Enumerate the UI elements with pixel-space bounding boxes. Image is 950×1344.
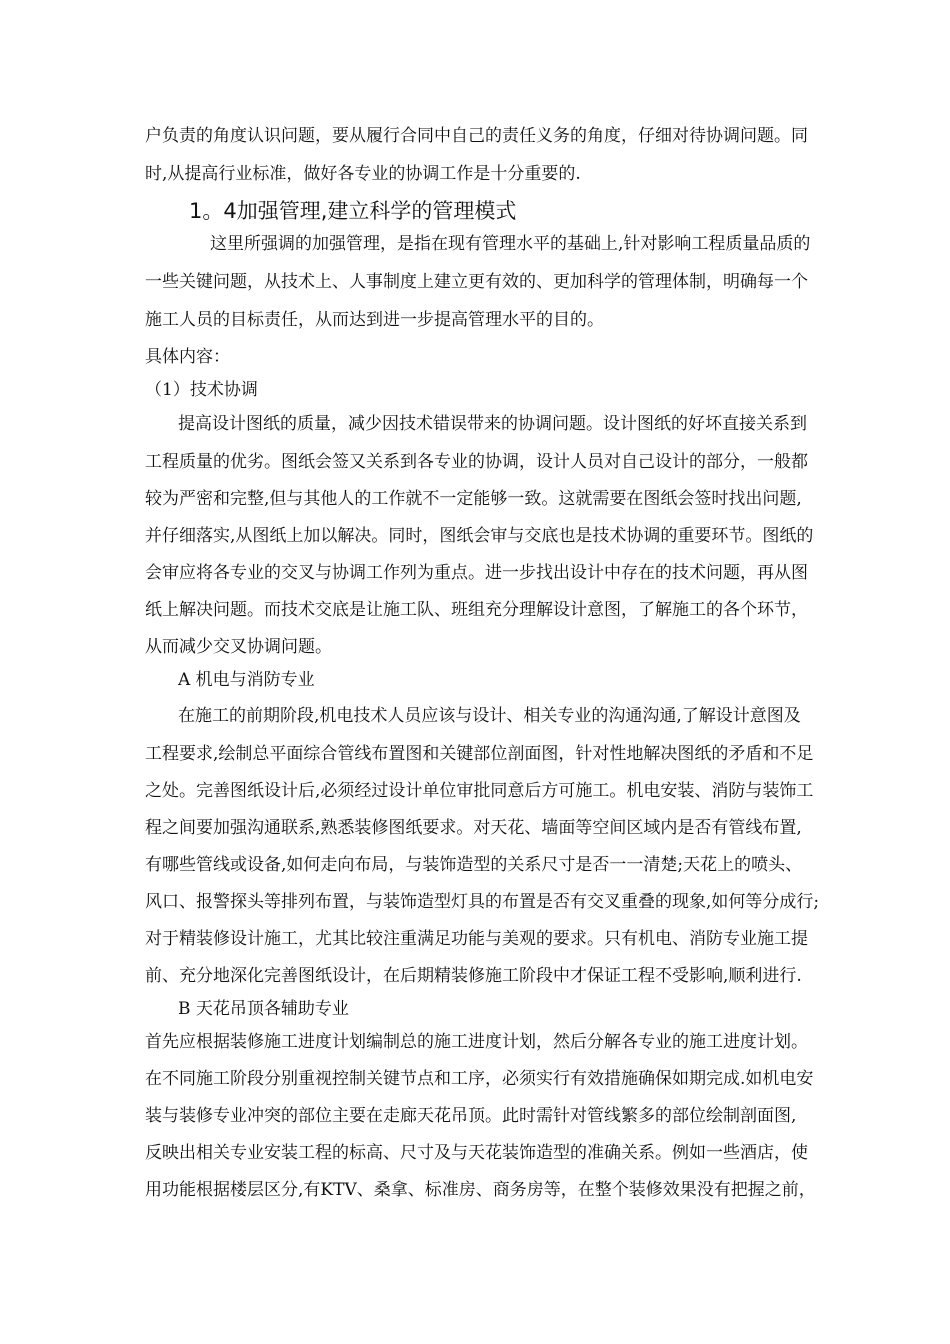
- section-heading: 1。4加强管理,建立科学的管理模式: [189, 199, 517, 223]
- paragraph-line: 反映出相关专业安装工程的标高、尺寸及与天花装饰造型的准确关系。例如一些酒店，使: [145, 1143, 808, 1163]
- paragraph-line: 工程质量的优劣。图纸会签又关系到各专业的协调，设计人员对自己设计的部分，一般都: [145, 452, 808, 472]
- subsection-title: （1）技术协调: [145, 380, 258, 400]
- paragraph-line: 会审应将各专业的交叉与协调工作列为重点。进一步找出设计中存在的技术问题，再从图: [145, 563, 808, 583]
- paragraph-line: 装与装修专业冲突的部位主要在走廊天花吊顶。此时需针对管线繁多的部位绘制剖面图,: [145, 1106, 797, 1126]
- paragraph-line: 从而减少交叉协调问题。: [145, 637, 332, 657]
- paragraph-line: 首先应根据装修施工进度计划编制总的施工进度计划，然后分解各专业的施工进度计划。: [145, 1032, 808, 1052]
- paragraph-line: 户负责的角度认识问题，要从履行合同中自己的责任义务的角度，仔细对待协调问题。同: [145, 126, 808, 146]
- paragraph-line: 提高设计图纸的质量，减少因技术错误带来的协调问题。设计图纸的好坏直接关系到: [178, 414, 807, 434]
- paragraph-line: 施工人员的目标责任，从而达到进一步提高管理水平的目的。: [145, 310, 604, 330]
- item-title: B 天花吊顶各辅助专业: [178, 999, 349, 1019]
- content-label: 具体内容：: [145, 347, 230, 367]
- paragraph-line: 一些关键问题，从技术上、人事制度上建立更有效的、更加科学的管理体制，明确每一个: [145, 272, 808, 292]
- paragraph-line: 纸上解决问题。而技术交底是让施工队、班组充分理解设计意图，了解施工的各个环节，: [145, 600, 808, 620]
- paragraph-line: 并仔细落实,从图纸上加以解决。同时，图纸会审与交底也是技术协调的重要环节。图纸的: [145, 526, 814, 546]
- paragraph-line: 工程要求,绘制总平面综合管线布置图和关键部位剖面图，针对性地解决图纸的矛盾和不足: [145, 744, 814, 764]
- paragraph-line: 之处。完善图纸设计后,必须经过设计单位审批同意后方可施工。机电安装、消防与装饰工: [145, 781, 814, 801]
- paragraph-line: 程之间要加强沟通联系,熟悉装修图纸要求。对天花、墙面等空间区域内是否有管线布置,: [145, 818, 802, 838]
- item-title: A 机电与消防专业: [178, 670, 315, 690]
- paragraph-line: 用功能根据楼层区分,有KTV、桑拿、标准房、商务房等，在整个装修效果没有把握之前，: [145, 1180, 816, 1200]
- paragraph-line: 前、充分地深化完善图纸设计，在后期精装修施工阶段中才保证工程不受影响,顺利进行.: [145, 966, 802, 986]
- paragraph-line: 较为严密和完整,但与其他人的工作就不一定能够一致。这就需要在图纸会签时找出问题,: [145, 489, 802, 509]
- paragraph-line: 这里所强调的加强管理，是指在现有管理水平的基础上,针对影响工程质量品质的: [210, 234, 811, 254]
- paragraph-line: 有哪些管线或设备,如何走向布局，与装饰造型的关系尺寸是否一一清楚;天花上的喷头、: [145, 855, 803, 875]
- paragraph-line: 时,从提高行业标准，做好各专业的协调工作是十分重要的.: [145, 164, 581, 184]
- paragraph-line: 在不同施工阶段分别重视控制关键节点和工序，必须实行有效措施确保如期完成.如机电安: [145, 1069, 814, 1089]
- paragraph-line: 对于精装修设计施工，尤其比较注重满足功能与美观的要求。只有机电、消防专业施工提: [145, 929, 808, 949]
- paragraph-line: 在施工的前期阶段,机电技术人员应该与设计、相关专业的沟通沟通,了解设计意图及: [178, 706, 801, 726]
- paragraph-line: 风口、报警探头等排列布置，与装饰造型灯具的布置是否有交叉重叠的现象,如何等分成行;: [145, 892, 820, 912]
